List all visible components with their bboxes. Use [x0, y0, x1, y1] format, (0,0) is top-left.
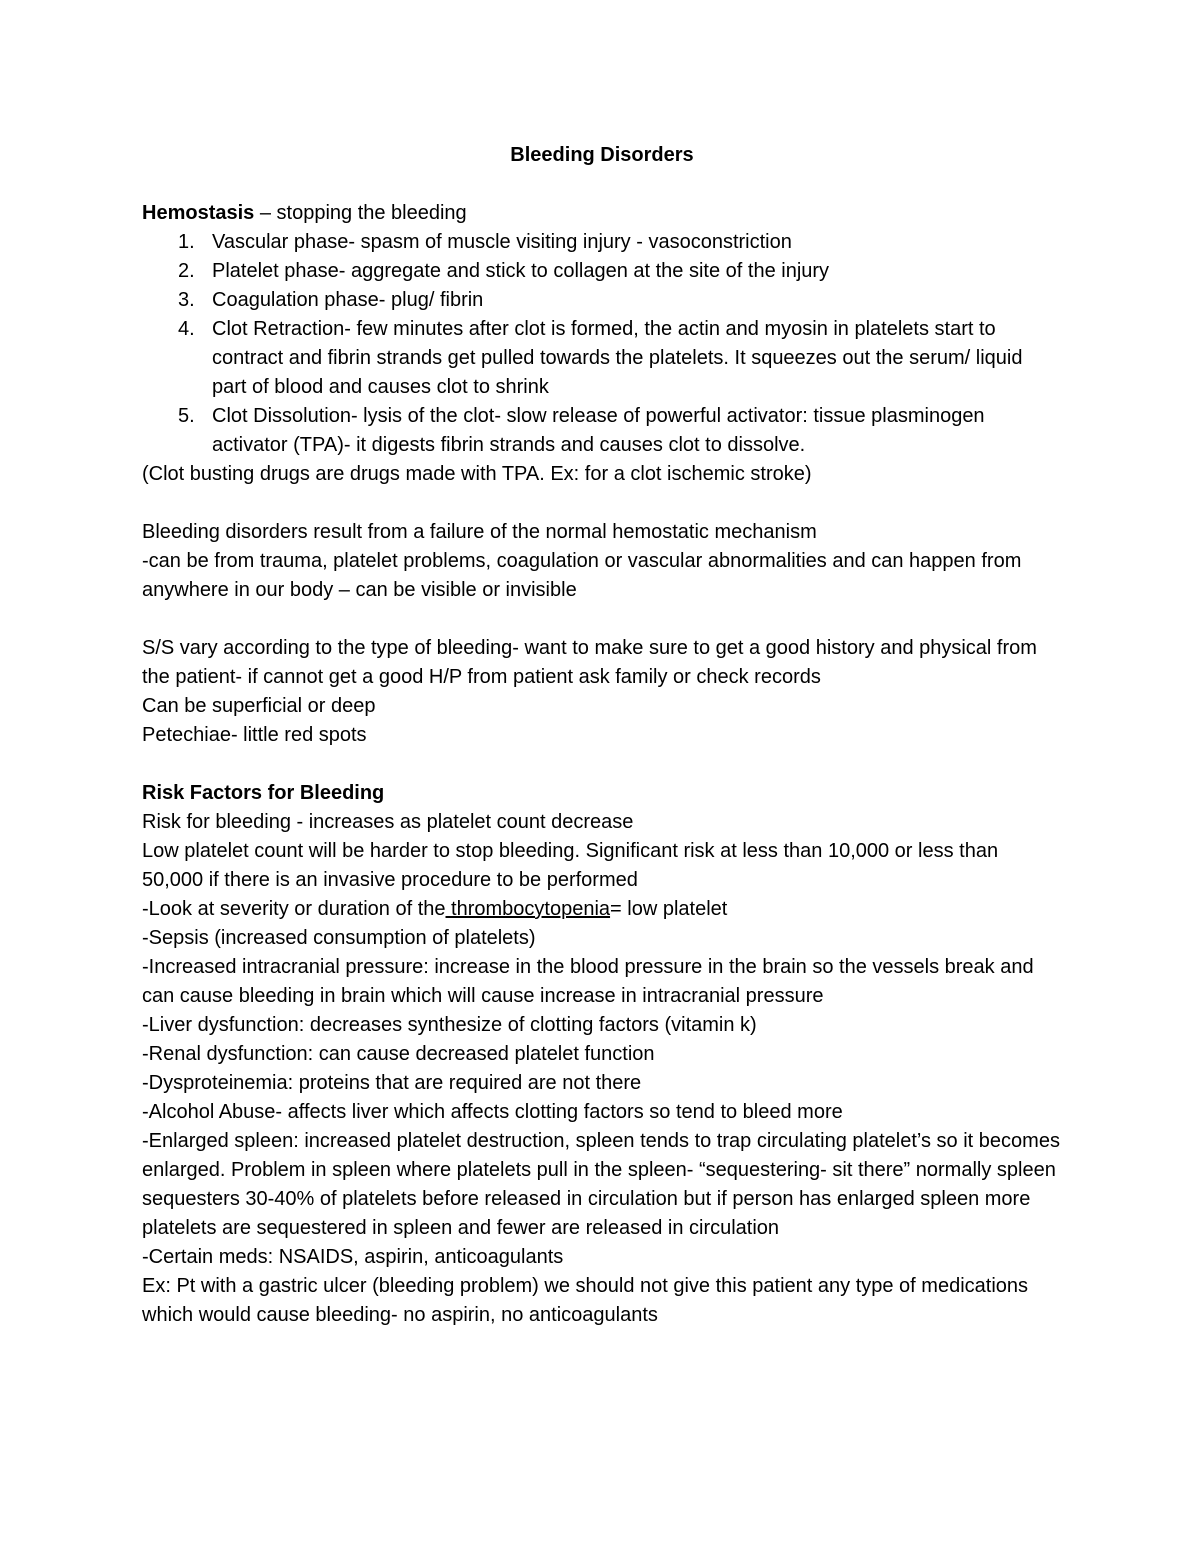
risk-line-3: [142, 895, 1062, 924]
paragraph-spacer: [142, 489, 1062, 518]
signs-line-3: Petechiae- little red spots: [142, 724, 367, 746]
risk-line-10: -Enlarged spleen: increased platelet destruction, spleen tends to trap circulating platelet’s so it becomes enlarged. Problem in spleen where platelets pull in the spleen- “sequestering- sit there” normally spleen sequesters 30-40% of platelets before released in circulation but if person has enlarged spleen more platelets are sequestered in spleen and fewer are released in circulation: [142, 1130, 1060, 1239]
hemostasis-definition: [142, 199, 1062, 228]
hemostasis-phase-list: [142, 228, 1062, 460]
risk-line-7: -Renal dysfunction: can cause decreased platelet function: [142, 1043, 655, 1065]
list-item: [142, 257, 1062, 286]
risk-line-8: -Dysproteinemia: proteins that are required are not there: [142, 1072, 642, 1094]
list-item: [142, 228, 1062, 257]
risk-heading: Risk Factors for Bleeding: [142, 782, 385, 804]
list-item-text: Clot Dissolution- lysis of the clot- slow release of powerful activator: tissue plasminogen activator (TPA)- it digests fibrin strands and causes clot to dissolve.: [212, 405, 985, 456]
document-body: [142, 141, 1062, 1330]
risk-line-2: Low platelet count will be harder to stop bleeding. Significant risk at less than 10,000 or less than 50,000 if there is an invasive procedure to be performed: [142, 840, 999, 891]
paragraph-spacer: [142, 750, 1062, 779]
list-item-text: Clot Retraction- few minutes after clot is formed, the actin and myosin in platelets start to contract and fibrin strands get pulled towards the platelets. It squeezes out the serum/ liquid part of blood and causes clot to shrink: [212, 318, 1023, 398]
list-item-text: Vascular phase- spasm of muscle visiting injury - vasoconstriction: [212, 231, 792, 253]
list-number: 5.: [178, 405, 195, 427]
disorders-line-2: -can be from trauma, platelet problems, coagulation or vascular abnormalities and can happen from anywhere in our body – can be visible or invisible: [142, 550, 1022, 601]
list-item: [142, 286, 1062, 315]
hemostasis-term: Hemostasis: [142, 202, 255, 224]
tpa-note: (Clot busting drugs are drugs made with TPA. Ex: for a clot ischemic stroke): [142, 463, 812, 485]
list-number: 2.: [178, 260, 195, 282]
risk-line-3-pre: -Look at severity or duration of the: [142, 898, 446, 920]
risk-line-5: -Increased intracranial pressure: increase in the blood pressure in the brain so the vessels break and can cause bleeding in brain which will cause increase in intracranial pressure: [142, 956, 1034, 1007]
list-item: [142, 315, 1062, 402]
list-number: 1.: [178, 231, 195, 253]
list-number: 3.: [178, 289, 195, 311]
risk-line-1: Risk for bleeding - increases as platelet count decrease: [142, 811, 634, 833]
list-item-text: Platelet phase- aggregate and stick to collagen at the site of the injury: [212, 260, 830, 282]
signs-line-2: Can be superficial or deep: [142, 695, 376, 717]
risk-line-3-post: = low platelet: [610, 898, 728, 920]
list-item-text: Coagulation phase- plug/ fibrin: [212, 289, 484, 311]
risk-line-4: -Sepsis (increased consumption of platelets): [142, 927, 536, 949]
list-item: [142, 402, 1062, 460]
thrombocytopenia-term: thrombocytopenia: [445, 898, 611, 920]
signs-line-1: S/S vary according to the type of bleeding- want to make sure to get a good history and physical from the patient- if cannot get a good H/P from patient ask family or check records: [142, 637, 1037, 688]
risk-line-11: -Certain meds: NSAIDS, aspirin, anticoagulants: [142, 1246, 564, 1268]
paragraph-spacer: [142, 605, 1062, 634]
hemostasis-definition-text: – stopping the bleeding: [254, 202, 467, 224]
document-title: Bleeding Disorders: [510, 144, 694, 166]
disorders-line-1: Bleeding disorders result from a failure of the normal hemostatic mechanism: [142, 521, 817, 543]
risk-line-9: -Alcohol Abuse- affects liver which affects clotting factors so tend to bleed more: [142, 1101, 843, 1123]
list-number: 4.: [178, 318, 195, 340]
risk-line-6: -Liver dysfunction: decreases synthesize of clotting factors (vitamin k): [142, 1014, 757, 1036]
risk-line-12: Ex: Pt with a gastric ulcer (bleeding problem) we should not give this patient any type of medications which would cause bleeding- no aspirin, no anticoagulants: [142, 1275, 1029, 1326]
